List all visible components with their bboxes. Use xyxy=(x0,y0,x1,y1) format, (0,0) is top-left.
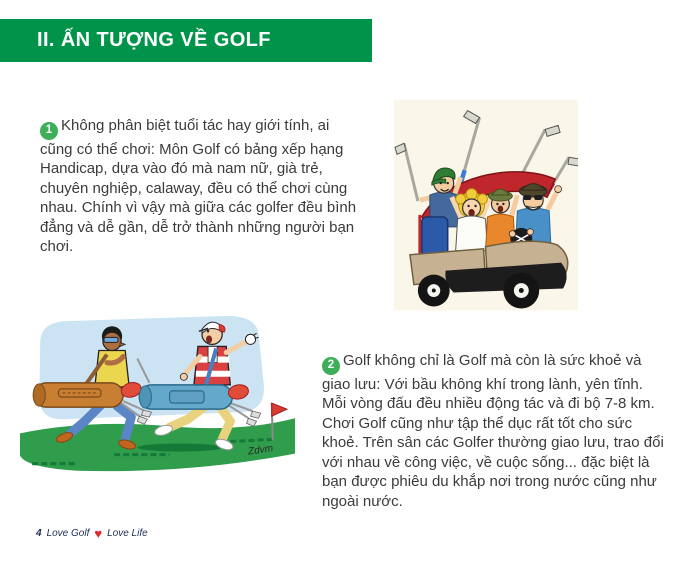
footer-love-golf: Love Golf xyxy=(46,528,90,539)
paragraph-2-text: Golf không chỉ là Golf mà còn là sức khoẻ và giao lưu: Với bầu không khí trong lành, yên tĩnh. Mỗi vòng đấu đều nhiều động tác và đi bộ 7-8 km. Chơi Golf cũng như tập thể dục rất tốt cho sức khoẻ. Trên sân các Golfer thường giao lưu, trao đổi với nhau về công việc, về cuộc sống... đặc biệt là bạn được phiêu du khắp nơi trong nước cũng như ngoài nước. xyxy=(322,352,664,510)
number-badge-2: 2 xyxy=(322,357,340,375)
heart-icon: ♥ xyxy=(94,526,103,541)
golfers-walking-illustration xyxy=(18,312,296,486)
footer-love-life: Love Life xyxy=(107,528,148,539)
page-number: 4 xyxy=(36,528,42,539)
white-glove xyxy=(245,334,255,344)
golf-cart-cartoon-icon xyxy=(394,99,578,311)
golfers-walking-cartoon-icon xyxy=(18,312,296,486)
shadow xyxy=(137,443,222,451)
paragraph-1 xyxy=(40,116,362,257)
page-title: II. ẤN TƯỢNG VỀ GOLF xyxy=(37,29,271,51)
golf-cart-illustration xyxy=(394,99,578,311)
golfer-blonde-woman xyxy=(452,189,490,251)
page-footer xyxy=(36,527,148,540)
orange-golf-bag xyxy=(34,383,123,407)
section-header-bar xyxy=(0,19,372,62)
paragraph-2 xyxy=(322,351,666,511)
number-badge-1: 1 xyxy=(40,122,58,140)
paragraph-1-text: Không phân biệt tuổi tác hay giới tính, ai cũng có thể chơi: Môn Golf có bảng xếp hạng Handicap, dựa vào đó mà nam nữ, già trẻ, chuyên nghiệp, calaway, đều có thể chơi cùng nhau. Chính vì vậy mà giữa các golfer đều bình đẳng và dễ gần, dễ trở thành những người bạn chơi. xyxy=(40,117,357,256)
artist-signature: Zdvm xyxy=(247,443,274,458)
